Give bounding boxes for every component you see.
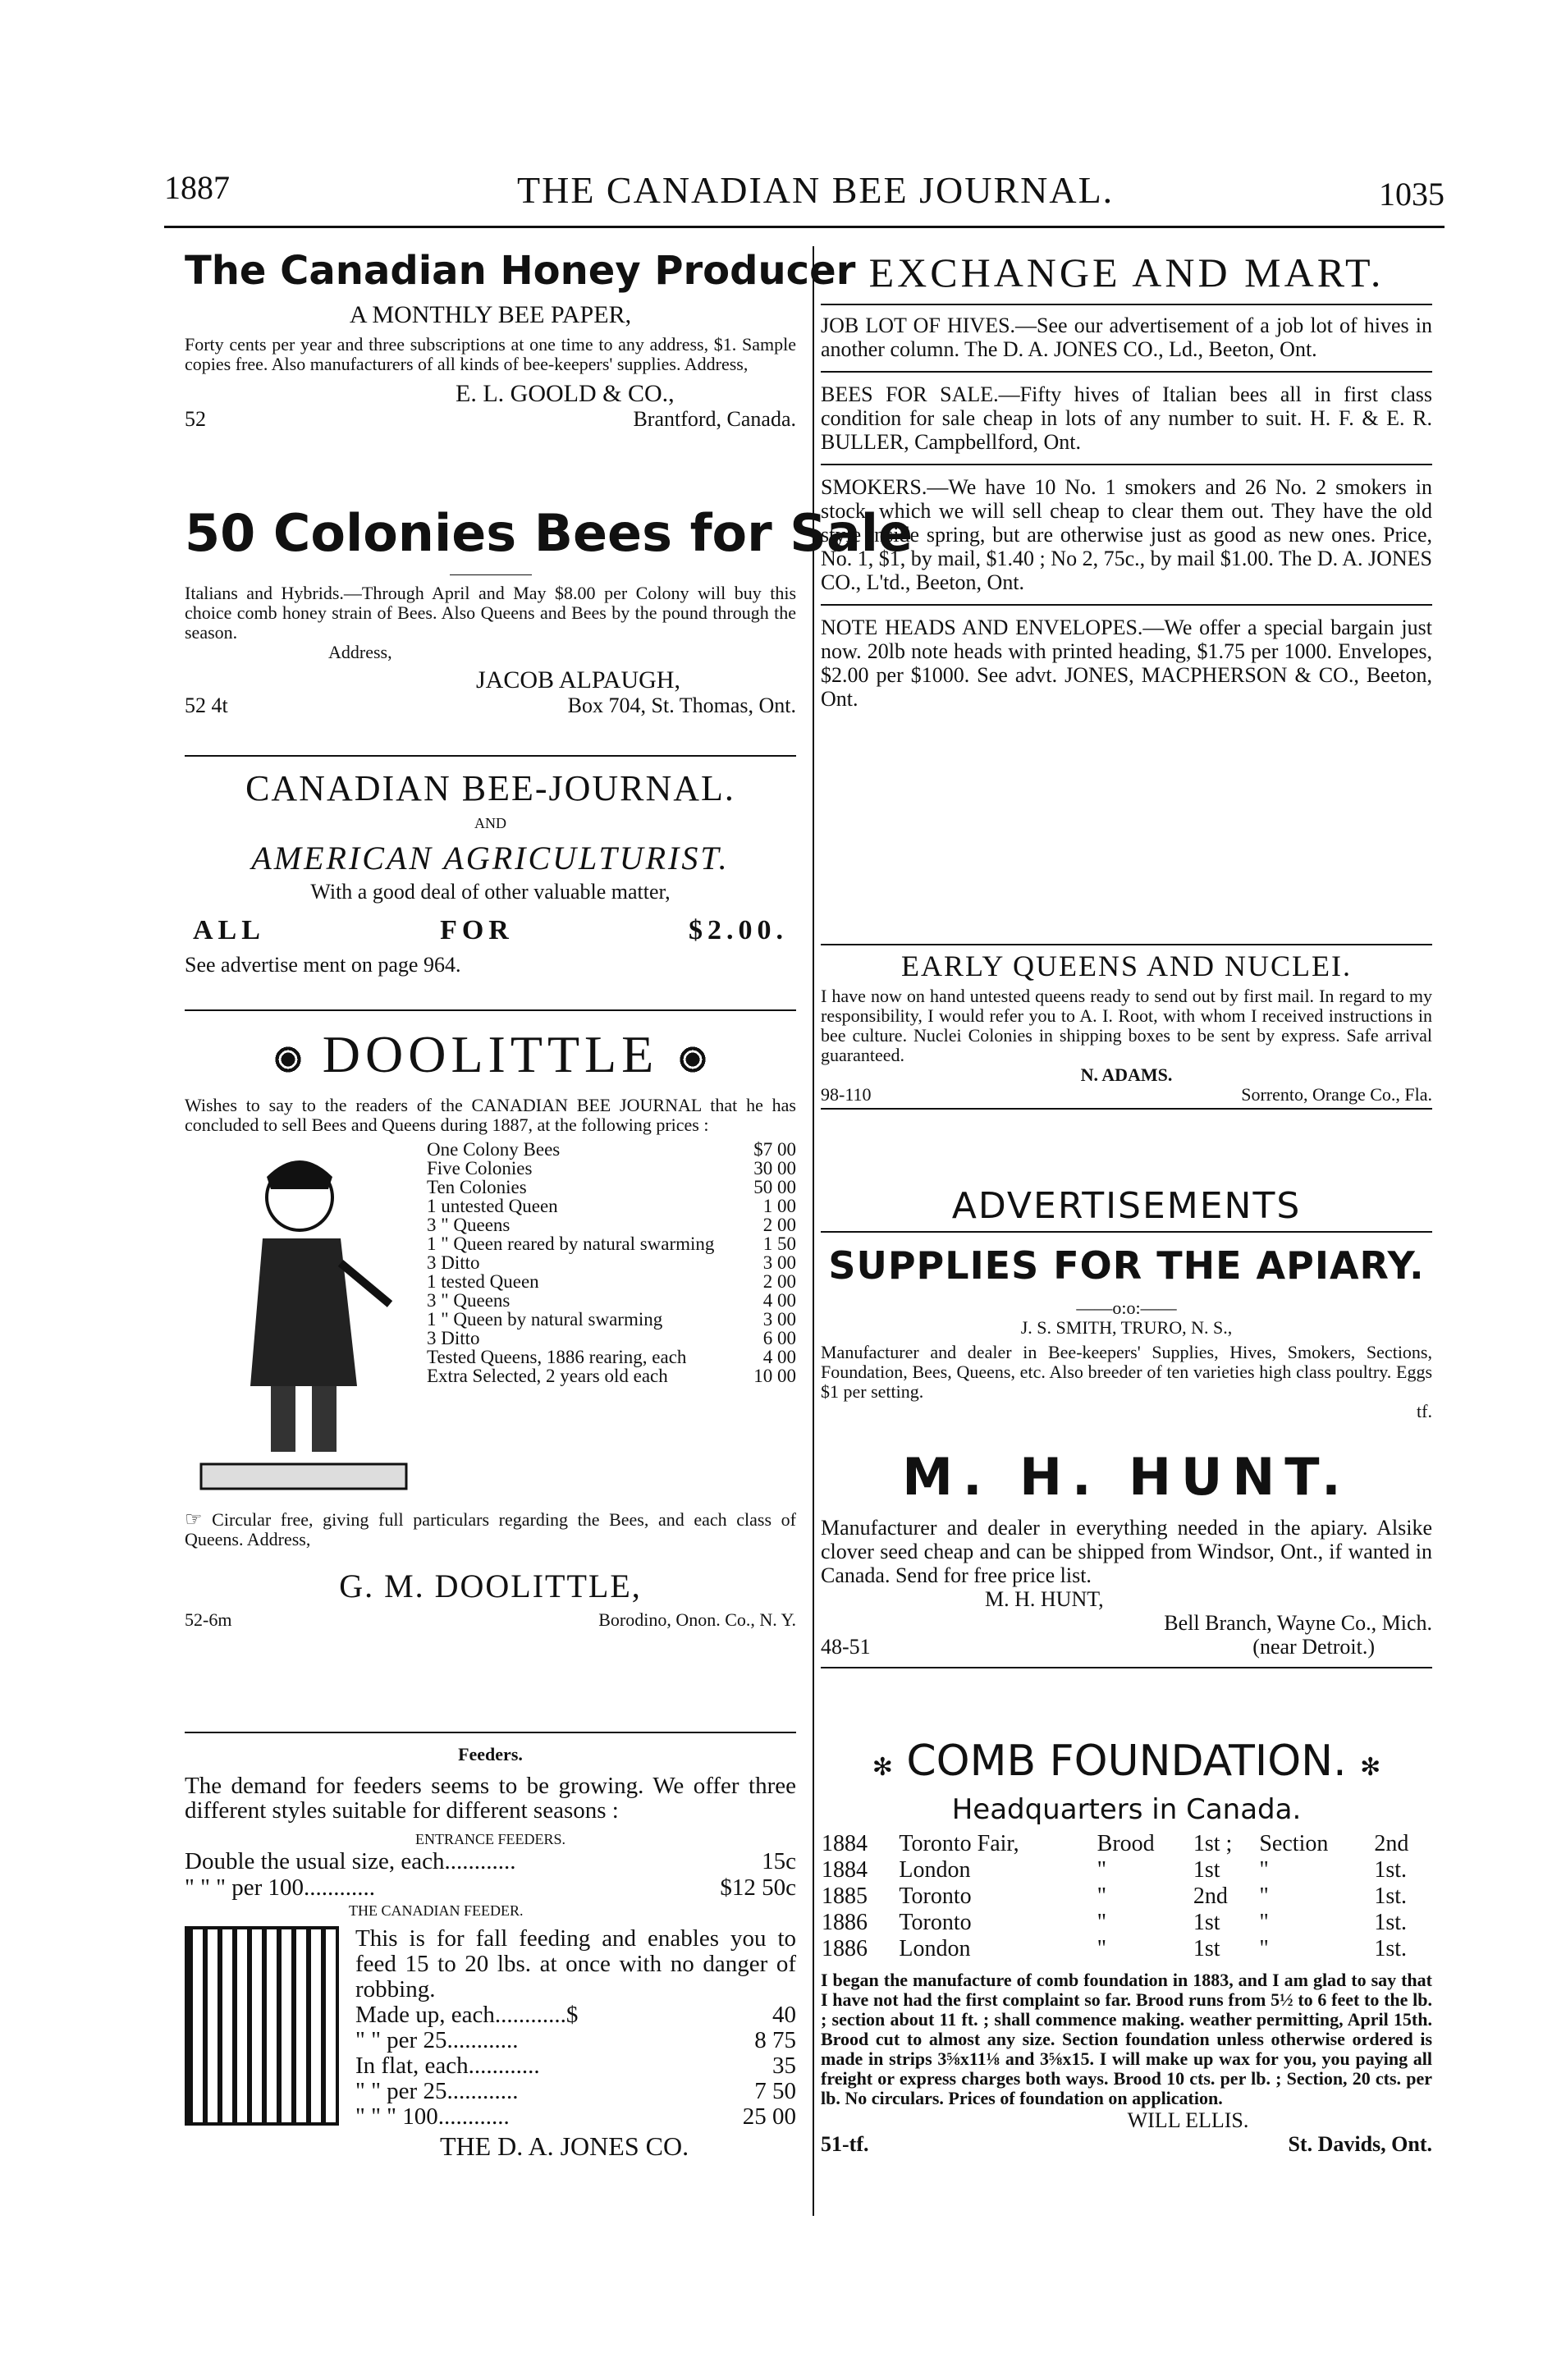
honey-producer-subtitle: A MONTHLY BEE PAPER, <box>349 301 632 328</box>
ornament-icon <box>676 1043 709 1076</box>
entrance-row-1: Double the usual size, each............ 15c <box>185 1848 796 1874</box>
doolittle-num: 52-6m <box>185 1609 232 1630</box>
hunt-ad <box>821 1449 1432 1668</box>
doolittle-name: G. M. DOOLITTLE, <box>339 1568 642 1604</box>
colonies-num: 52 4t <box>185 693 228 717</box>
doolittle-figure-image <box>185 1140 423 1501</box>
supplies-name: J. S. SMITH, TRURO, N. S., <box>1020 1317 1233 1338</box>
combo-offer-ad <box>185 767 796 977</box>
table-row: 1884 London " 1st " 1st. <box>822 1857 1408 1883</box>
combo-line2: AMERICAN AGRICULTURIST. <box>251 840 730 876</box>
price-row: 1 untested Queen 1 00 <box>427 1196 796 1216</box>
queens-name: N. ADAMS. <box>1080 1064 1173 1085</box>
colonies-title: 50 Colonies Bees for Sale <box>185 503 913 563</box>
price-row: 3 " Queens 2 00 <box>427 1215 796 1235</box>
advertisements-section <box>821 1182 1432 1421</box>
hunt-name: M. H. HUNT, <box>985 1587 1104 1611</box>
combo-line1: CANADIAN BEE-JOURNAL. <box>245 768 735 808</box>
comb-num: 51-tf. <box>821 2132 869 2156</box>
table-row: 1885 Toronto " 2nd " 1st. <box>822 1883 1408 1909</box>
supplies-separator: ——o:o:—— <box>1076 1298 1177 1318</box>
doolittle-ad <box>185 1022 796 1630</box>
queens-body: I have now on hand untested queens ready to send out by first mail. In regard to my responsibility, I would refer you to A. I. Root, with whom I received instructions in bee culture. Nuclei Colonies in shipping boxes to be sent by express. Safe arrival guaranteed. <box>821 986 1432 1065</box>
queens-place: Sorrento, Orange Co., Fla. <box>1241 1084 1432 1105</box>
doolittle-intro: Wishes to say to the readers of the CANADIAN BEE JOURNAL that he has concluded to sell Bees and Queens during 1887, at the following prices : <box>185 1095 796 1135</box>
exchange-ad-note-heads: NOTE HEADS AND ENVELOPES.—We offer a special bargain just now. 20lb note heads with printed heading, $1.75 per 1000. Envelopes, $2.00 per $1000. See advt. JONES, MACPHERSON & CO., Beeton, Ont. <box>821 616 1432 711</box>
canadian-feeder-heading: THE CANADIAN FEEDER. <box>349 1902 524 1919</box>
price-row: Extra Selected, 2 years old each 10 00 <box>427 1366 796 1386</box>
awards-table <box>821 1831 1432 1962</box>
combo-see: See advertise ment on page 964. <box>185 953 461 977</box>
feeder-price-row: " " " 100............ 25 00 <box>355 2103 796 2130</box>
price-row: One Colony Bees $7 00 <box>427 1139 796 1160</box>
supplies-title: SUPPLIES FOR THE APIARY. <box>828 1243 1425 1288</box>
exchange-ad-smokers: SMOKERS.—We have 10 No. 1 smokers and 26 No. 2 smokers in stock, which we will sell cheap to clear them out. They have the old style inside spring, but are otherwise just as good as new ones. Price, No. 1, $1, by mail, $1.40 ; No 2, 75c., by mail $1.00. The D. A. JONES CO., L'td., Beeton, Ont. <box>821 475 1432 594</box>
feeders-ad <box>185 1744 796 2162</box>
feeder-price-row: " " per 25............ 7 50 <box>355 2078 796 2104</box>
supplies-body: Manufacturer and dealer in Bee-keepers' Supplies, Hives, Smokers, Sections, Foundation, Bees, Queens, etc. Also breeder of ten varieties high class poultry. Eggs $1 per setting. <box>821 1342 1432 1402</box>
hunt-body: Manufacturer and dealer in everything needed in the apiary. Alsike clover seed cheap and can be shipped from Windsor, Ont., if wanted in Canada. Send for free price list. <box>821 1516 1432 1587</box>
entrance-row-2: " " " per 100............ $12 50c <box>185 1874 796 1901</box>
feeders-title: Feeders. <box>458 1744 523 1764</box>
queens-num: 98-110 <box>821 1084 872 1105</box>
table-row: 1886 Toronto " 1st " 1st. <box>822 1910 1408 1935</box>
honey-producer-num: 52 <box>185 407 206 431</box>
pointing-hand-icon: ☞ <box>185 1508 203 1531</box>
price-row: Five Colonies 30 00 <box>427 1158 796 1179</box>
header-rule <box>164 226 1445 228</box>
feeder-image <box>185 1926 339 2126</box>
price-row: Tested Queens, 1886 rearing, each 4 00 <box>427 1347 796 1367</box>
exchange-mart <box>821 246 1432 711</box>
price-row: 3 Ditto 6 00 <box>427 1328 796 1348</box>
colonies-ad <box>185 501 913 717</box>
feeder-price-row: Made up, each............$ 40 <box>355 2002 796 2028</box>
comb-title: COMB FOUNDATION. <box>906 1737 1347 1786</box>
exchange-ad-bees: BEES FOR SALE.—Fifty hives of Italian bees all in first class condition for sale cheap in lots of any number to suit. H. F. & E. R. BULLER, Campbellford, Ont. <box>821 382 1432 454</box>
header-year: 1887 <box>164 169 230 206</box>
honey-producer-title: The Canadian Honey Producer <box>185 248 856 294</box>
doolittle-price-list <box>427 1140 796 1501</box>
canadian-feeder-desc: This is for fall feeding and enables you to feed 15 to 20 lbs. at once with no danger of robbing. <box>355 1925 796 2002</box>
advertisements-title: ADVERTISEMENTS <box>951 1185 1302 1227</box>
combo-price: $2.00. <box>688 915 788 945</box>
comb-place: St. Davids, Ont. <box>1288 2132 1432 2156</box>
exchange-title: EXCHANGE AND MART. <box>868 249 1385 295</box>
exchange-ad-job-lot: JOB LOT OF HIVES.—See our advertisement of a job lot of hives in another column. The D. A. JONES CO., Ld., Beeton, Ont. <box>821 314 1432 361</box>
colonies-name: JACOB ALPAUGH, <box>476 666 680 693</box>
combo-for: FOR <box>440 915 514 945</box>
supplies-tf: tf. <box>1417 1401 1432 1421</box>
page-header <box>164 168 1445 217</box>
comb-name: WILL ELLIS. <box>1127 2108 1249 2132</box>
colonies-address-label: Address, <box>328 642 392 662</box>
price-row: 3 " Queens 4 00 <box>427 1290 796 1311</box>
hunt-place2: (near Detroit.) <box>1252 1635 1375 1659</box>
price-row: Ten Colonies 50 00 <box>427 1177 796 1197</box>
combo-all: ALL <box>193 915 265 945</box>
hunt-place1: Bell Branch, Wayne Co., Mich. <box>1164 1611 1432 1635</box>
price-row: 1 tested Queen 2 00 <box>427 1271 796 1292</box>
comb-subtitle: Headquarters in Canada. <box>951 1793 1302 1826</box>
early-queens-ad <box>821 944 1432 1110</box>
doolittle-place: Borodino, Onon. Co., N. Y. <box>598 1609 796 1630</box>
colonies-place: Box 704, St. Thomas, Ont. <box>567 693 796 717</box>
price-row: 1 " Queen reared by natural swarming 1 50 <box>427 1233 796 1254</box>
star-ornament-icon: ✻ <box>1360 1753 1381 1782</box>
honey-producer-place: Brantford, Canada. <box>633 407 796 431</box>
colonies-body: Italians and Hybrids.—Through April and May $8.00 per Colony will buy this choice comb honey strain of Bees. Also Queens and Bees by the pound through the season. <box>185 583 796 643</box>
star-ornament-icon: ✻ <box>872 1753 893 1782</box>
feeders-company: THE D. A. JONES CO. <box>439 2131 689 2161</box>
price-row: 3 Ditto 3 00 <box>427 1252 796 1273</box>
combo-and: AND <box>474 815 506 831</box>
header-title: THE CANADIAN BEE JOURNAL. <box>517 169 1115 211</box>
feeders-intro: The demand for feeders seems to be growing. We offer three different styles suitable for different seasons : <box>185 1773 796 1824</box>
queens-title: EARLY QUEENS AND NUCLEI. <box>900 950 1353 982</box>
feeder-price-row: In flat, each............ 35 <box>355 2053 796 2079</box>
honey-producer-body: Forty cents per year and three subscriptions at one time to any address, $1. Sample copies free. Also manufacturers of all kinds of bee-keepers' supplies. Address, <box>185 334 796 374</box>
honey-producer-name: E. L. GOOLD & CO., <box>456 380 675 407</box>
ornament-icon <box>272 1043 304 1076</box>
doolittle-circular: Circular free, giving full particulars regarding the Bees, and each class of Queens. Address, <box>185 1509 797 1549</box>
entrance-feeders-heading: ENTRANCE FEEDERS. <box>414 1831 565 1847</box>
honey-producer-ad <box>185 246 856 431</box>
header-page-number: 1035 <box>1379 176 1445 213</box>
hunt-title: M. H. HUNT. <box>902 1447 1351 1507</box>
comb-body: I began the manufacture of comb foundation in 1883, and I am glad to say that I have not had the first complaint so far. Brood runs from 5½ to 6 feet to the lb. ; section about 11 ft. ; shall commence making. weather permitting, April 15th. Brood cut to almost any size. Section foundation unless otherwise ordered is made in strips 3⅝x11⅛ and 3⅝x15. I will make up wax for you, you paying all freight or express charges both ways. Brood 10 cts. per lb. ; Section, 20 cts. per lb. No circulars. Prices of foundation on application. <box>821 1970 1432 2108</box>
hunt-num: 48-51 <box>821 1635 871 1659</box>
combo-line3: With a good deal of other valuable matter, <box>310 880 671 904</box>
feeder-price-row: " " per 25............ 8 75 <box>355 2027 796 2053</box>
price-row: 1 " Queen by natural swarming 3 00 <box>427 1309 796 1330</box>
comb-foundation-ad <box>821 1736 1432 2156</box>
doolittle-title: DOOLITTLE <box>322 1025 659 1083</box>
table-row: 1886 London " 1st " 1st. <box>822 1936 1408 1961</box>
table-row: 1884 Toronto Fair, Brood 1st ; Section 2nd <box>822 1831 1409 1856</box>
